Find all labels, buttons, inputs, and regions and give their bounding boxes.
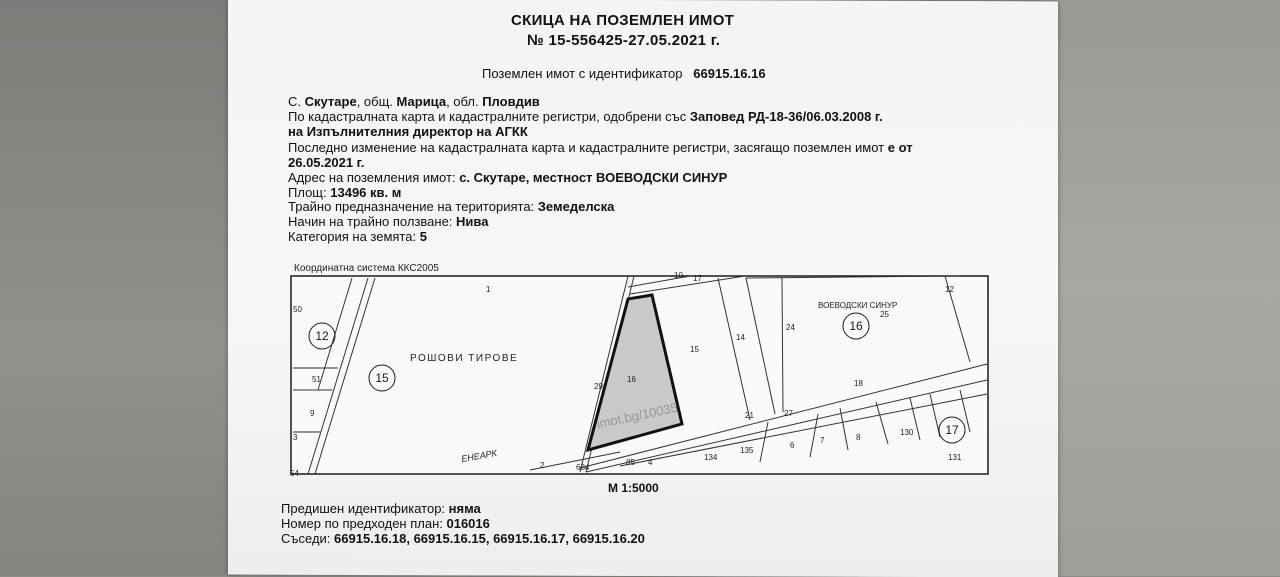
area-value: 13496 кв. м [330,185,402,200]
last-change-line: Последно изменение на кадастралната карта и кадастралните регистри, засягащо поземлен имот е от [288,140,913,155]
svg-text:8: 8 [856,433,861,442]
svg-text:54: 54 [290,469,299,478]
svg-text:51: 51 [312,375,321,384]
village-name: Скутаре [304,94,357,109]
svg-text:4: 4 [648,458,653,467]
svg-text:27: 27 [784,409,793,418]
road-label: ЕНЕАРК [460,447,498,464]
usage-line: Начин на трайно ползване: Нива [288,214,489,229]
category-line: Категория на земята: 5 [288,229,427,244]
order-value: Заповед РД-18-36/06.03.2008 г. [689,109,883,124]
svg-text:12: 12 [945,285,954,294]
area-line: Площ: 13496 кв. м [288,185,402,200]
svg-text:17: 17 [945,423,959,437]
svg-text:2: 2 [540,461,545,470]
svg-text:15: 15 [690,345,699,354]
svg-text:21: 21 [745,411,754,420]
order-line: По кадастралната карта и кадастралните регистри, одобрени със Заповед РД-18-36/06.03.2008 г. [288,109,883,124]
svg-text:10: 10 [674,272,683,280]
svg-text:7: 7 [820,436,825,445]
watermark: imot.bg/10035 [595,399,680,432]
svg-text:25: 25 [880,310,889,319]
svg-text:15: 15 [375,371,389,385]
svg-text:24: 24 [786,323,795,332]
location-line: С. Скутаре, общ. Марица, обл. Пловдив [288,94,540,109]
svg-text:131: 131 [948,453,962,462]
svg-text:50: 50 [293,305,302,314]
svg-text:684: 684 [576,463,590,472]
document-title: СКИЦА НА ПОЗЕМЛЕН ИМОТ [511,12,735,29]
svg-text:14: 14 [736,333,745,342]
category-value: 5 [419,229,427,244]
background-left [0,0,240,576]
svg-text:9: 9 [310,409,315,418]
usage-value: Нива [456,214,489,229]
region-name: Пловдив [482,94,540,109]
svg-text:3: 3 [293,433,298,442]
address-value: с. Скутаре, местност ВОЕВОДСКИ СИНУР [459,170,728,185]
svg-text:16: 16 [627,375,636,384]
neighbors-line: Съседи: 66915.16.18, 66915.16.15, 66915.16.17, 66915.16.20 [281,531,645,546]
svg-text:29: 29 [594,382,603,391]
identifier-value: 66915.16.16 [693,66,766,81]
svg-text:ВОЕВОДСКИ СИНУР: ВОЕВОДСКИ СИНУР [818,301,898,310]
neighbors-value: 66915.16.18, 66915.16.15, 66915.16.17, 66915.16.20 [334,531,645,546]
prev-id-line: Предишен идентификатор: няма [281,501,481,516]
background-right [1040,0,1280,576]
map-scale: М 1:5000 [608,481,659,495]
purpose-line: Трайно предназначение на територията: Земеделска [288,199,615,214]
prev-plan-line: Номер по предходен план: 016016 [281,516,490,531]
svg-text:16: 16 [849,319,863,333]
document-number: № 15-556425-27.05.2021 г. [527,32,721,49]
identifier-line [482,66,766,81]
municipality-name: Марица [396,94,447,109]
cadastral-map [290,272,990,478]
address-line: Адрес на поземления имот: с. Скутаре, местност ВОЕВОДСКИ СИНУР [288,170,728,185]
identifier-label: Поземлен имот с идентификатор [482,66,683,81]
locality-label: РОШОВИ ТИРОВЕ [410,353,519,364]
prev-id-value: няма [448,501,481,516]
order-authority: на Изпълнителния директор на АГКК [288,124,528,139]
svg-text:135: 135 [740,446,754,455]
last-change-date: 26.05.2021 г. [288,155,365,170]
svg-text:85: 85 [626,458,635,467]
svg-text:18: 18 [854,379,863,388]
svg-text:6: 6 [790,441,795,450]
svg-text:130: 130 [900,428,914,437]
svg-text:134: 134 [704,453,718,462]
coord-system-label: Координатна система ККС2005 [294,263,439,274]
svg-text:12: 12 [315,329,329,343]
svg-text:1: 1 [486,285,491,294]
purpose-value: Земеделска [537,199,615,214]
prev-plan-value: 016016 [446,516,490,531]
svg-text:17: 17 [693,274,702,283]
